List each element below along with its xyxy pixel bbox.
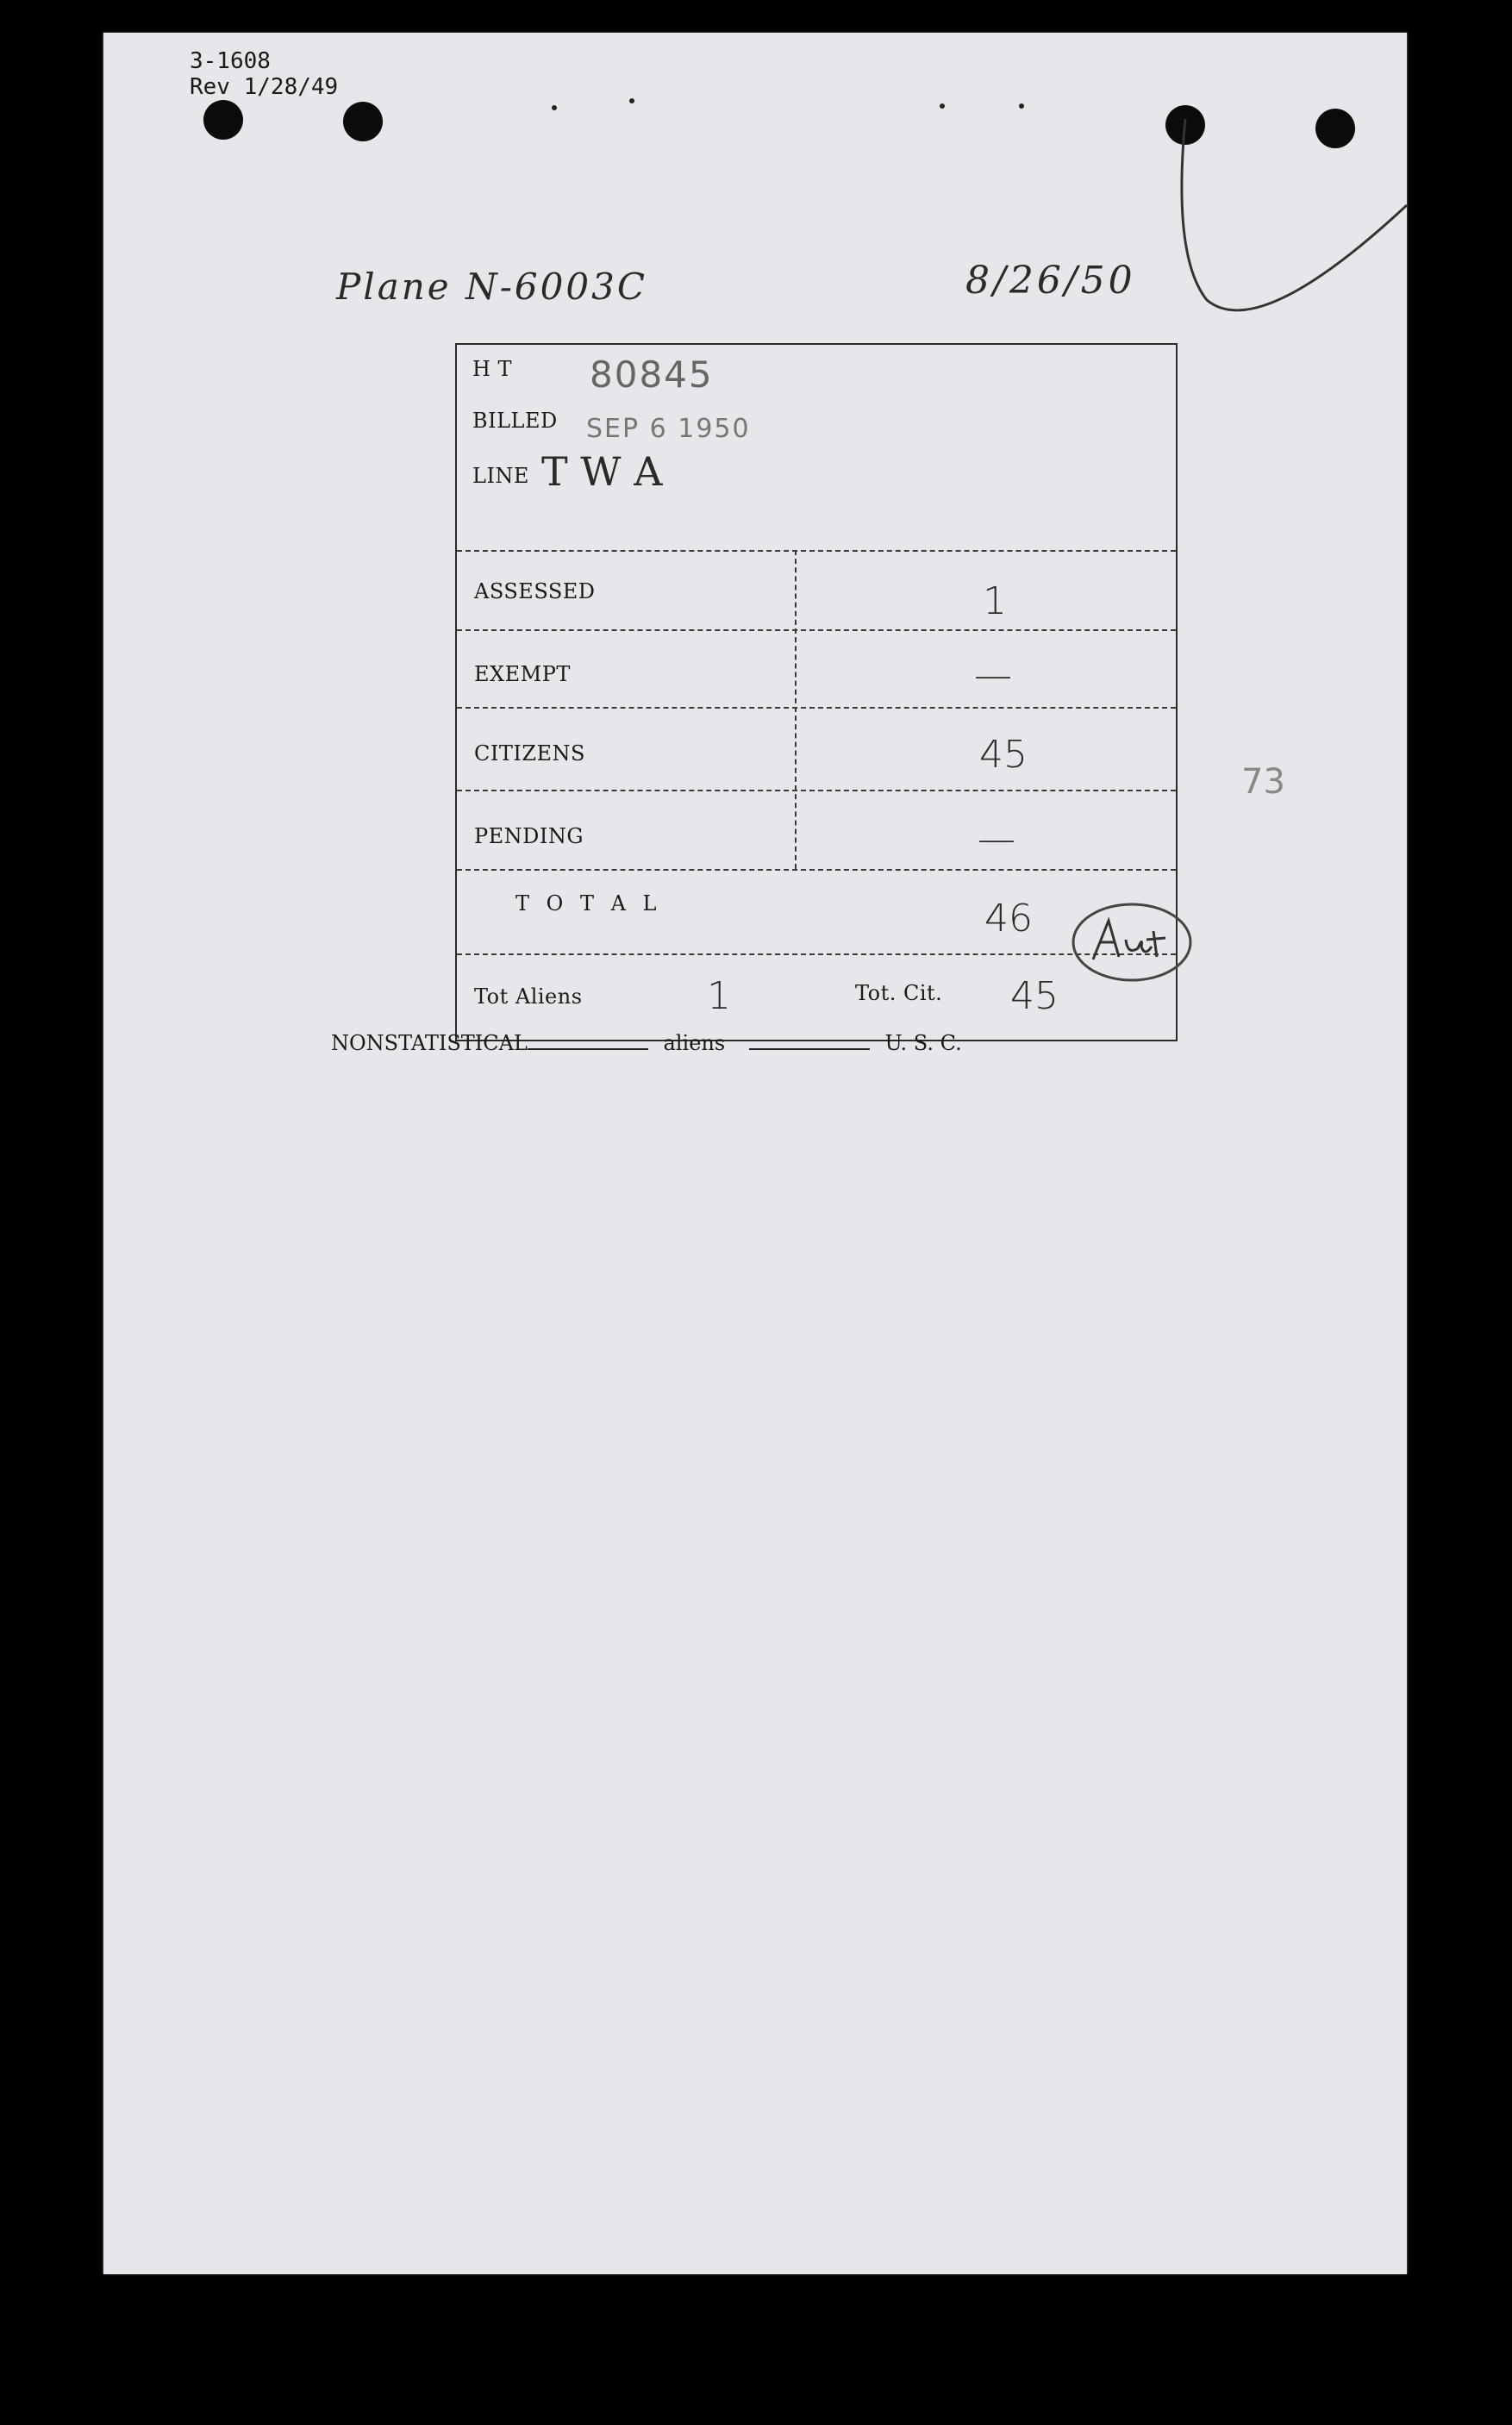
aliens-label: aliens — [663, 1031, 726, 1055]
divider — [457, 869, 1176, 871]
nonstatistical-blank — [528, 1048, 648, 1050]
initials-seal — [1067, 895, 1196, 990]
divider — [457, 550, 1176, 552]
exempt-label: EXEMPT — [474, 662, 571, 686]
tot-aliens-label: Tot Aliens — [474, 984, 583, 1009]
aliens-blank — [749, 1048, 870, 1050]
ht-number: 80845 — [590, 353, 714, 396]
assessed-label: ASSESSED — [474, 579, 596, 603]
citizens-label: CITIZENS — [474, 741, 585, 766]
speck — [552, 105, 557, 110]
exempt-value: — — [974, 653, 1012, 697]
punch-hole-left-1 — [203, 100, 243, 140]
nonstatistical-label: NONSTATISTICAL — [331, 1031, 528, 1055]
total-value: 46 — [984, 897, 1033, 941]
plane-number: Plane N-6003C — [336, 266, 647, 308]
tot-cit-label: Tot. Cit. — [855, 981, 943, 1005]
speck — [940, 103, 945, 109]
tot-cit-value: 45 — [1010, 974, 1059, 1018]
divider — [457, 707, 1176, 709]
column-divider — [795, 550, 797, 869]
total-label: T O T A L — [515, 891, 662, 916]
speck — [1019, 103, 1024, 109]
form-number: 3-1608 — [190, 48, 271, 74]
form-code — [190, 48, 338, 100]
document-page — [103, 33, 1407, 2274]
billed-label: BILLED — [472, 409, 558, 433]
tot-aliens-value: 1 — [707, 974, 731, 1018]
line-label: LINE — [472, 464, 529, 488]
side-number: 73 — [1241, 762, 1285, 802]
divider — [457, 790, 1176, 791]
assessed-value: 1 — [983, 579, 1007, 623]
speck — [629, 98, 634, 103]
nonstatistical-line — [331, 1031, 962, 1055]
billed-date-stamp: SEP 6 1950 — [586, 414, 751, 444]
handwritten-date: 8/26/50 — [965, 259, 1136, 303]
divider — [457, 629, 1176, 631]
punch-hole-left-2 — [343, 102, 383, 141]
citizens-value: 45 — [979, 733, 1028, 777]
pending-label: PENDING — [474, 824, 584, 848]
pen-stroke — [1034, 84, 1407, 343]
ht-label: H T — [472, 357, 513, 381]
pending-value: — — [978, 817, 1015, 861]
line-value: T W A — [541, 448, 663, 495]
form-revision: Rev 1/28/49 — [190, 74, 339, 100]
usc-label: U. S. C. — [884, 1031, 962, 1055]
